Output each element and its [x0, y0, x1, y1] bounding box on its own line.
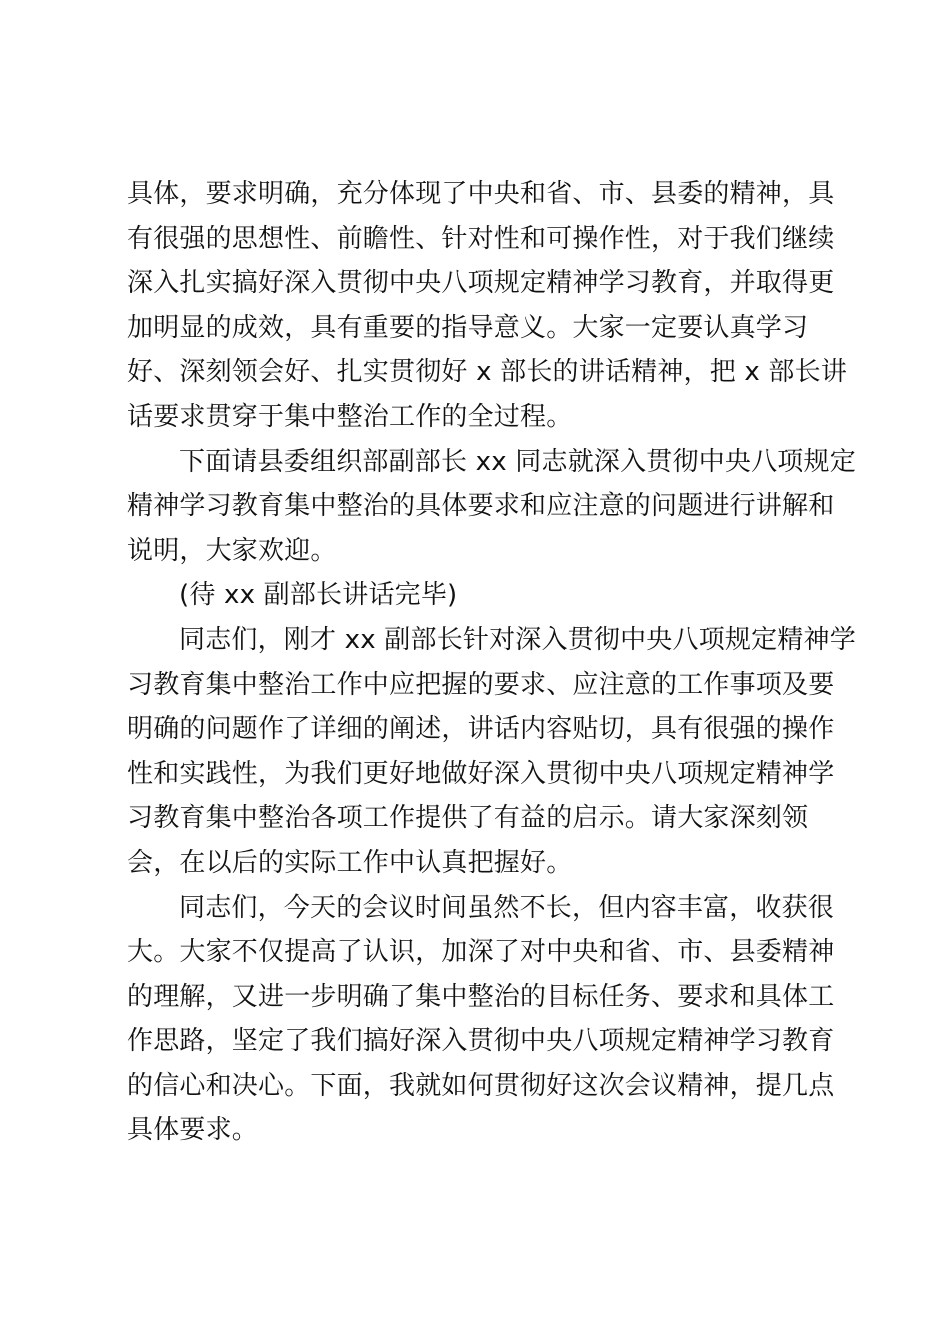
text-line: 具体要求。 — [127, 1115, 259, 1146]
text-line: 同志们，今天的会议时间虽然不长，但内容丰富，收获很 — [179, 892, 835, 923]
text-line: 有很强的思想性、前瞻性、针对性和可操作性，对于我们继续 — [127, 223, 835, 254]
text-line: 同志们，刚才 xx 副部长针对深入贯彻中央八项规定精神学 — [179, 624, 856, 655]
text-line: 精神学习教育集中整治的具体要求和应注意的问题进行讲解和 — [127, 491, 835, 522]
text-line: 性和实践性，为我们更好地做好深入贯彻中央八项规定精神学 — [127, 758, 835, 789]
text-line: 习教育集中整治工作中应把握的要求、应注意的工作事项及要 — [127, 669, 835, 700]
text-line: 的信心和决心。下面，我就如何贯彻好这次会议精神，提几点 — [127, 1070, 835, 1101]
text-line: 的理解，又进一步明确了集中整治的目标任务、要求和具体工 — [127, 981, 835, 1012]
text-line: 会，在以后的实际工作中认真把握好。 — [127, 847, 573, 878]
text-line: 说明，大家欢迎。 — [127, 535, 337, 566]
text-line: 大。大家不仅提高了认识，加深了对中央和省、市、县委精神 — [127, 937, 835, 968]
text-line: 作思路，坚定了我们搞好深入贯彻中央八项规定精神学习教育 — [127, 1026, 835, 1057]
text-line: 话要求贯穿于集中整治工作的全过程。 — [127, 401, 573, 432]
text-line: 下面请县委组织部副部长 xx 同志就深入贯彻中央八项规定 — [179, 446, 856, 477]
text-line: 深入扎实搞好深入贯彻中央八项规定精神学习教育，并取得更 — [127, 268, 835, 299]
text-line: 好、深刻领会好、扎实贯彻好 x 部长的讲话精神，把 x 部长讲 — [127, 357, 848, 388]
text-line: 加明显的成效，具有重要的指导意义。大家一定要认真学习 — [127, 312, 809, 343]
body-text — [127, 172, 856, 1153]
text-line: 具体，要求明确，充分体现了中央和省、市、县委的精神，具 — [127, 179, 835, 209]
text-line: (待 xx 副部长讲话完毕) — [179, 580, 458, 611]
text-line: 习教育集中整治各项工作提供了有益的启示。请大家深刻领 — [127, 803, 809, 834]
text-line: 明确的问题作了详细的阐述，讲话内容贴切，具有很强的操作 — [127, 714, 835, 745]
